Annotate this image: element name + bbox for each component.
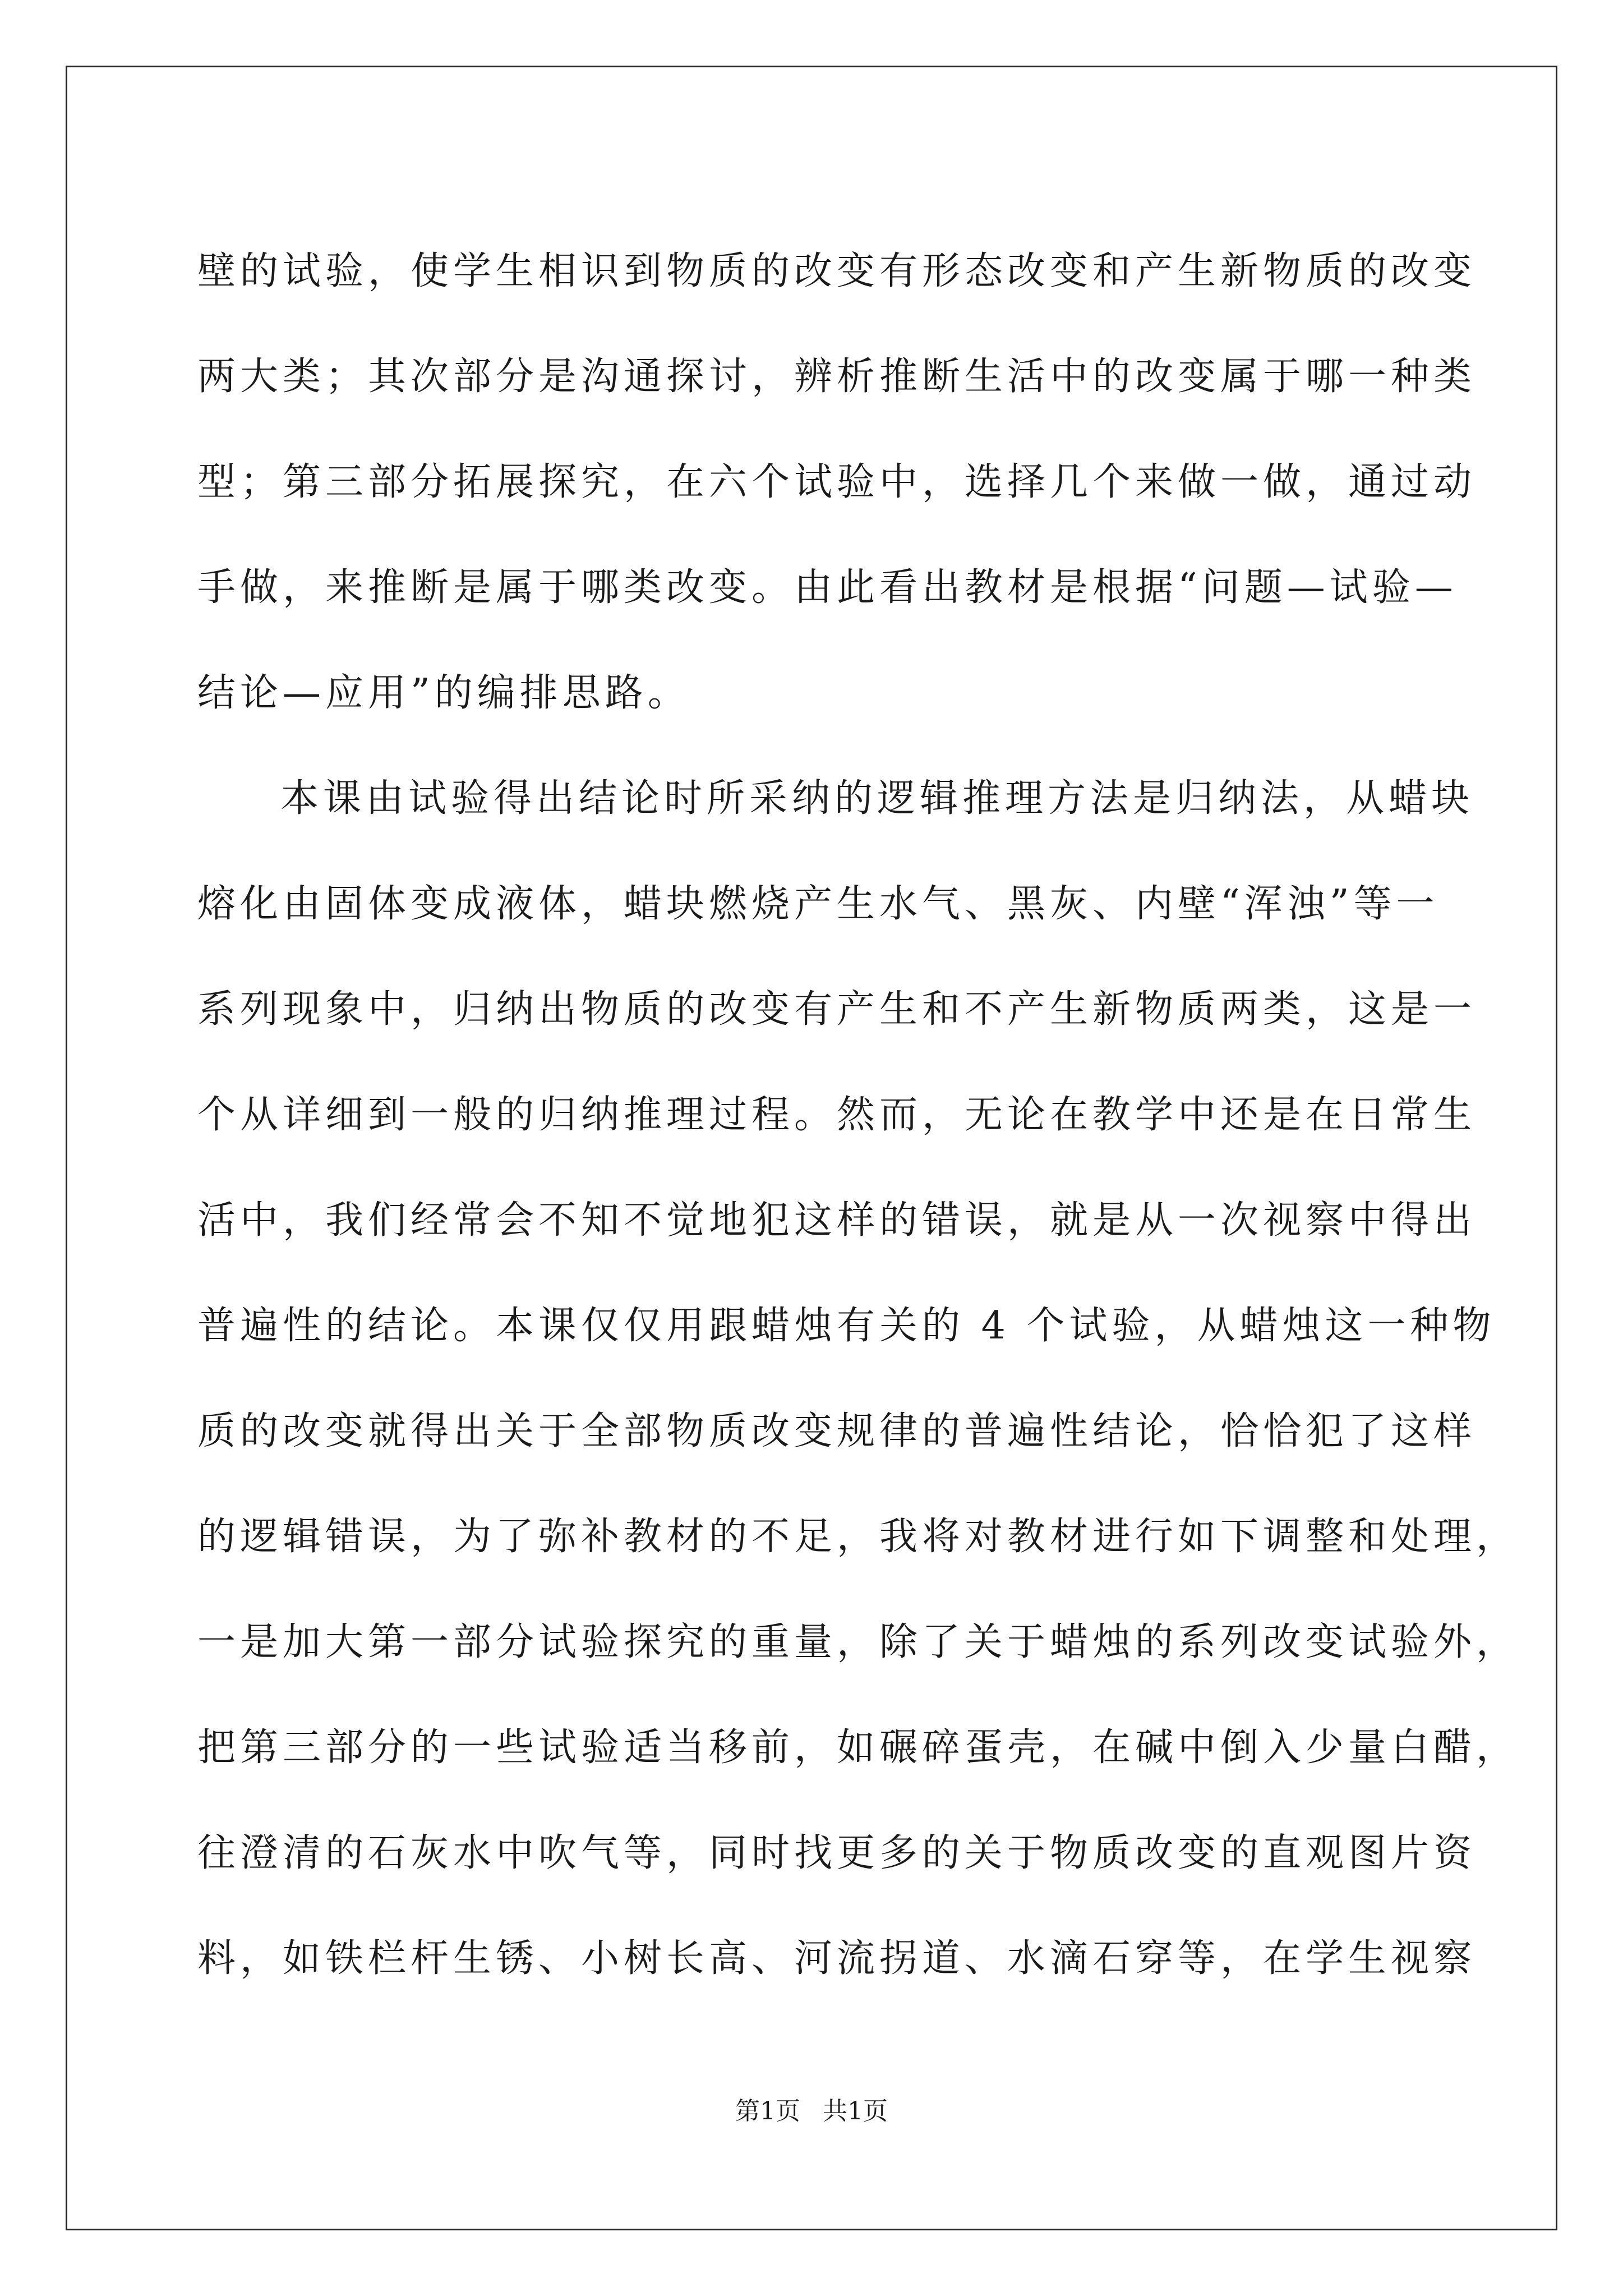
text-line: 熔化由固体变成液体，蜡块燃烧产生水气、黑灰、内壁“浑浊”等一 [197, 882, 1439, 926]
document-body [197, 219, 1519, 2012]
text-line: 把第三部分的一些试验适当移前，如碾碎蛋壳，在碱中倒入少量白醋， [197, 1726, 1519, 1770]
text-line: 壁的试验，使学生相识到物质的改变有形态改变和产生新物质的改变 [197, 249, 1477, 293]
page-number-current: 第1页 [735, 2097, 800, 2125]
text-line: 往澄清的石灰水中吹气等，同时找更多的关于物质改变的直观图片资 [197, 1831, 1477, 1875]
page-footer [0, 2095, 1623, 2128]
page-number-total: 共1页 [823, 2097, 888, 2125]
paragraph-first-line: 本课由试验得出结论时所采纳的逻辑推理方法是归纳法，从蜡块 [280, 776, 1474, 821]
text-line: 活中，我们经常会不知不觉地犯这样的错误，就是从一次视察中得出 [197, 1198, 1477, 1243]
text-line: 一是加大第一部分试验探究的重量，除了关于蜡烛的系列改变试验外， [197, 1620, 1519, 1664]
text-line: 系列现象中，归纳出物质的改变有产生和不产生新物质两类，这是一 [197, 987, 1477, 1032]
text-line: 手做，来推断是属于哪类改变。由此看出教材是根据“问题—试验— [197, 565, 1458, 610]
text-line: 型；第三部分拓展探究，在六个试验中，选择几个来做一做，通过动 [197, 460, 1477, 504]
text-line: 的逻辑错误，为了弥补教材的不足，我将对教材进行如下调整和处理， [197, 1515, 1519, 1559]
text-line: 普遍性的结论。本课仅仅用跟蜡烛有关的 4 个试验，从蜡烛这一种物 [197, 1304, 1496, 1348]
text-line: 质的改变就得出关于全部物质改变规律的普遍性结论，恰恰犯了这样 [197, 1409, 1477, 1453]
text-line: 两大类；其次部分是沟通探讨，辨析推断生活中的改变属于哪一种类 [197, 355, 1477, 399]
text-line: 结论—应用”的编排思路。 [197, 671, 690, 715]
text-line: 料，如铁栏杆生锈、小树长高、河流拐道、水滴石穿等，在学生视察 [197, 1936, 1477, 1981]
text-line: 个从详细到一般的归纳推理过程。然而，无论在教学中还是在日常生 [197, 1093, 1477, 1137]
